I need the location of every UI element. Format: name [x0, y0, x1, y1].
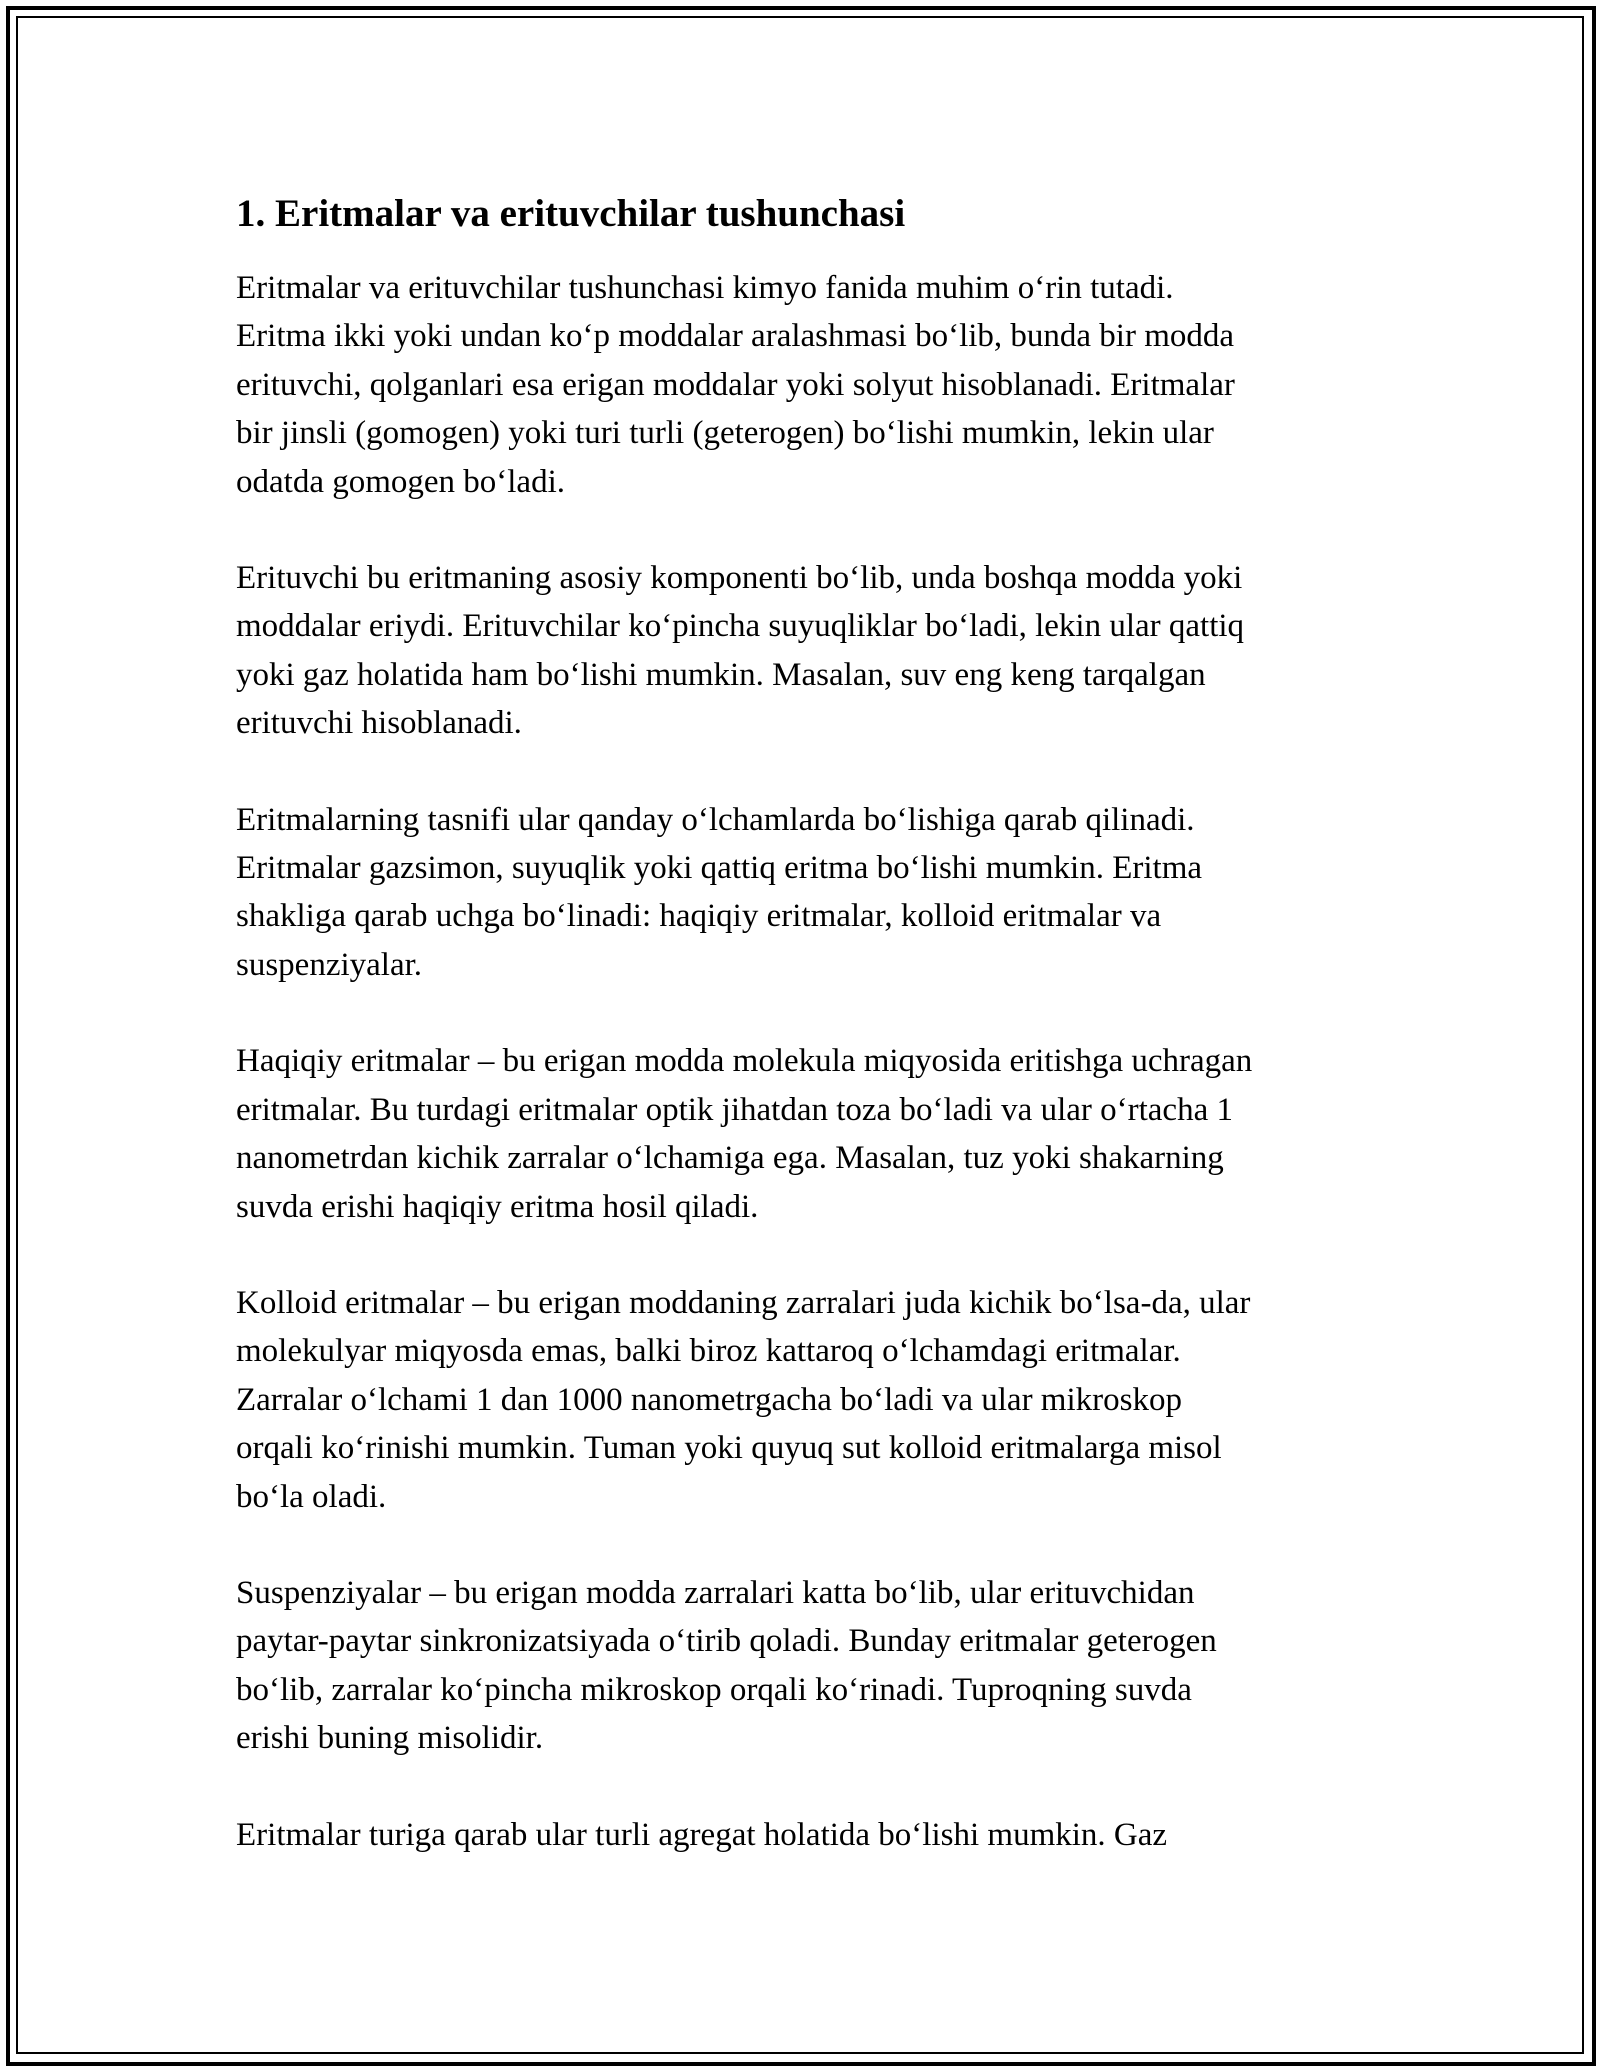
- body-paragraph: [236, 1569, 1386, 1763]
- paragraph-line: bir jinsli (gomogen) yoki turi turli (geterogen) bo‘lishi mumkin, lekin ular: [236, 415, 1214, 452]
- body-paragraph: [236, 796, 1386, 990]
- paragraph-line: Erituvchi bu eritmaning asosiy komponenti bo‘lib, unda boshqa modda yoki: [236, 560, 1243, 597]
- document-body: [236, 186, 1386, 1859]
- paragraph-line: Kolloid eritmalar – bu erigan moddaning zarralari juda kichik bo‘lsa-da, ular: [236, 1284, 1251, 1321]
- paragraph-line: molekulyar miqyosda emas, balki biroz kattaroq o‘lchamdagi eritmalar.: [236, 1333, 1181, 1370]
- section-heading: 1. Eritmalar va erituvchilar tushunchasi: [236, 192, 906, 235]
- paragraph-line: Eritmalar turiga qarab ular turli agregat holatida bo‘lishi mumkin. Gaz: [236, 1816, 1168, 1853]
- paragraph-line: Zarralar o‘lchami 1 dan 1000 nanometrgacha bo‘ladi va ular mikroskop: [236, 1381, 1182, 1418]
- paragraph-line: suvda erishi haqiqiy eritma hosil qiladi.: [236, 1188, 759, 1225]
- paragraph-list: [236, 264, 1386, 1859]
- body-paragraph: [236, 264, 1386, 506]
- paragraph-line: erishi buning misolidir.: [236, 1720, 544, 1757]
- paragraph-line: eritmalar. Bu turdagi eritmalar optik jihatdan toza bo‘ladi va ular o‘rtacha 1: [236, 1091, 1233, 1128]
- paragraph-line: Haqiqiy eritmalar – bu erigan modda molekula miqyosida eritishga uchragan: [236, 1043, 1253, 1080]
- body-paragraph: [236, 1037, 1386, 1231]
- body-paragraph: [236, 1279, 1386, 1521]
- paragraph-line: nanometrdan kichik zarralar o‘lchamiga ega. Masalan, tuz yoki shakarning: [236, 1140, 1224, 1177]
- body-paragraph: [236, 1811, 1386, 1859]
- paragraph-line: bo‘lib, zarralar ko‘pincha mikroskop orqali ko‘rinadi. Tuproqning suvda: [236, 1671, 1192, 1708]
- paragraph-line: shakliga qarab uchga bo‘linadi: haqiqiy eritmalar, kolloid eritmalar va: [236, 898, 1162, 935]
- paragraph-line: bo‘la oladi.: [236, 1478, 387, 1515]
- paragraph-line: Eritma ikki yoki undan ko‘p moddalar aralashmasi bo‘lib, bunda bir modda: [236, 318, 1235, 355]
- paragraph-line: yoki gaz holatida ham bo‘lishi mumkin. Masalan, suv eng keng tarqalgan: [236, 656, 1206, 693]
- paragraph-line: Eritmalar gazsimon, suyuqlik yoki qattiq eritma bo‘lishi mumkin. Eritma: [236, 850, 1203, 887]
- paragraph-line: odatda gomogen bo‘ladi.: [236, 463, 566, 500]
- paragraph-line: Eritmalar va erituvchilar tushunchasi kimyo fanida muhim o‘rin tutadi.: [236, 270, 1174, 306]
- paragraph-line: erituvchi, qolganlari esa erigan moddalar yoki solyut hisoblanadi. Eritmalar: [236, 366, 1235, 403]
- paragraph-line: erituvchi hisoblanadi.: [236, 705, 522, 742]
- paragraph-line: paytar-paytar sinkronizatsiyada o‘tirib qoladi. Bunday eritmalar geterogen: [236, 1623, 1217, 1660]
- body-paragraph: [236, 554, 1386, 748]
- paragraph-line: suspenziyalar.: [236, 946, 423, 983]
- paragraph-line: Suspenziyalar – bu erigan modda zarralari katta bo‘lib, ular erituvchidan: [236, 1574, 1195, 1611]
- paragraph-line: Eritmalarning tasnifi ular qanday o‘lchamlarda bo‘lishiga qarab qilinadi.: [236, 801, 1195, 838]
- paragraph-line: moddalar eriydi. Erituvchilar ko‘pincha suyuqliklar bo‘ladi, lekin ular qattiq: [236, 608, 1245, 645]
- paragraph-line: orqali ko‘rinishi mumkin. Tuman yoki quyuq sut kolloid eritmalarga misol: [236, 1430, 1222, 1467]
